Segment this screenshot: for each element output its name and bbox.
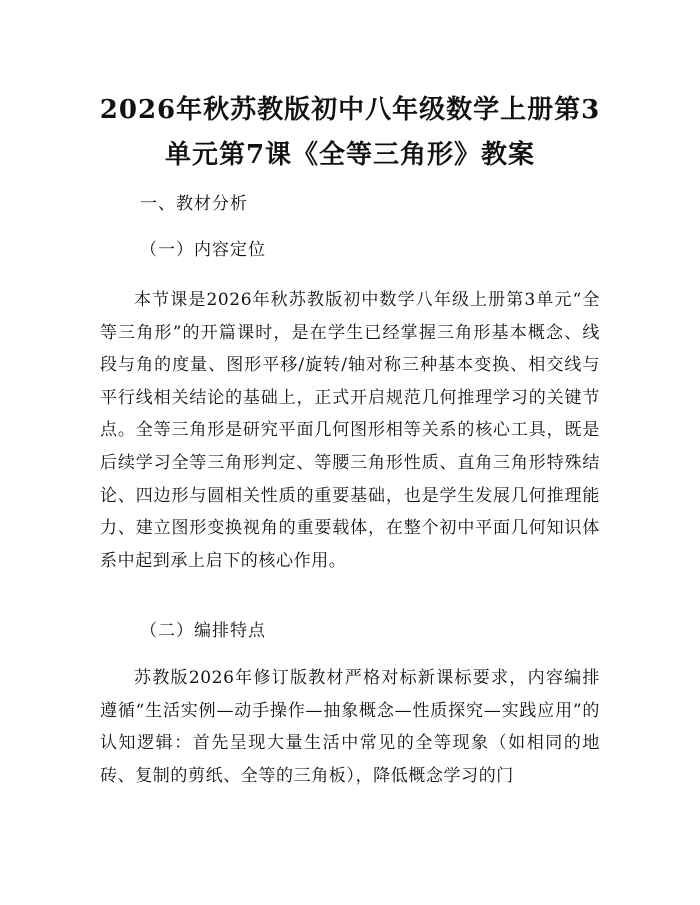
- paragraph-content-positioning: 本节课是2026年秋苏教版初中数学八年级上册第3单元“全等三角形”的开篇课时，是在学生已经掌握三角形基本概念、线段与角的度量、图形平移/旋转/轴对称三种基本变换、相交线与平行线相关结论的基础上，正式开启规范几何推理学习的关键节点。全等三角形是研究平面几何图形相等关系的核心工具，既是后续学习全等三角形判定、等腰三角形性质、直角三角形特殊结论、四边形与圆相关性质的重要基础，也是学生发展几何推理能力、建立图形变换视角的重要载体，在整个初中平面几何知识体系中起到承上启下的核心作用。: [100, 290, 600, 571]
- paragraph-arrangement-features: 苏教版2026年修订版教材严格对标新课标要求，内容编排遵循“生活实例—动手操作—抽象概念—性质探究—实践应用”的认知逻辑：首先呈现大量生活中常见的全等现象（如相同的地砖、复制的剪纸、全等的三角板），降低概念学习的门: [100, 668, 600, 786]
- subsection-heading-content-positioning: （一）内容定位: [140, 240, 266, 260]
- document-title: 2026年秋苏教版初中八年级数学上册第3单元第7课《全等三角形》教案: [99, 95, 601, 170]
- section-heading-teaching-material-analysis: 一、教材分析: [140, 194, 248, 214]
- subsection-heading-arrangement-features: （二）编排特点: [140, 621, 266, 641]
